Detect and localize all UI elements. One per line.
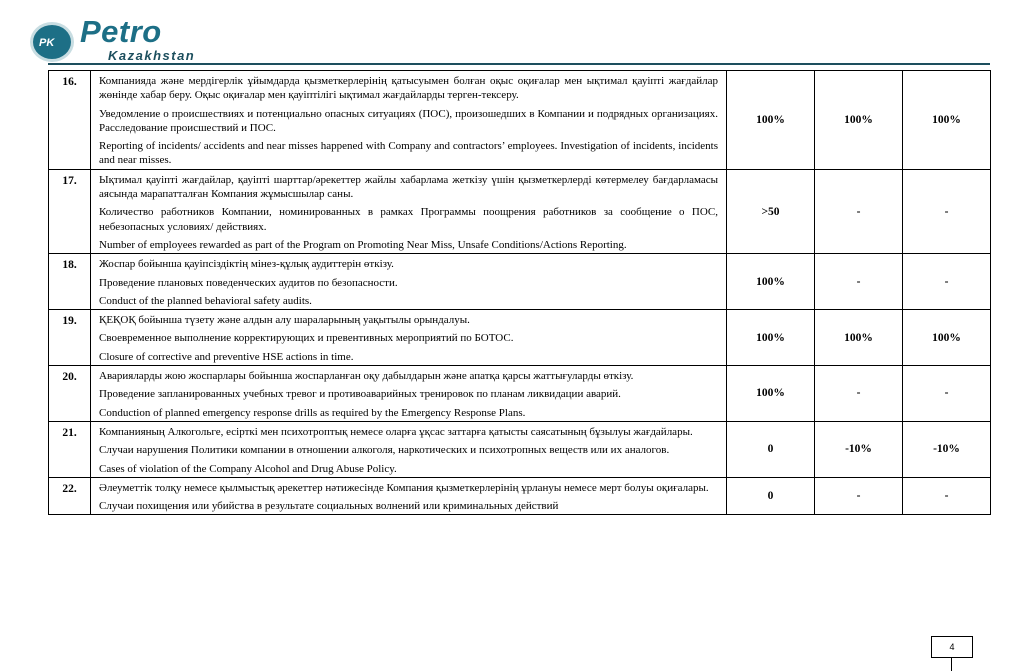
row-number: 16. <box>49 71 91 170</box>
logo-subname: Kazakhstan <box>108 48 196 63</box>
row-value-1: 100% <box>727 71 815 170</box>
row-value-3: - <box>903 366 991 422</box>
description-line: Cases of violation of the Company Alcohol and Drug Abuse Policy. <box>99 462 397 475</box>
row-description <box>91 310 727 366</box>
row-number: 19. <box>49 310 91 366</box>
description-line: Количество работников Компании, номинированных в рамках Программы поощрения работников за сообщение о ПОС, небезопасных условиях/ действиях. <box>99 206 718 233</box>
row-value-3: -10% <box>903 421 991 477</box>
row-value-1: 100% <box>727 366 815 422</box>
description-line: Случаи похищения или убийства в результате социальных волнений или криминальных действий <box>99 500 559 513</box>
description-line: Number of employees rewarded as part of the Program on Promoting Near Miss, Unsafe Conditions/Actions Reporting. <box>99 238 627 251</box>
kpi-table <box>48 70 991 515</box>
row-number: 17. <box>49 169 91 253</box>
logo-badge-text: PK <box>39 37 55 49</box>
table-row <box>49 366 991 422</box>
logo-name: Petro <box>80 14 162 49</box>
row-value-3: - <box>903 169 991 253</box>
company-logo <box>30 16 230 66</box>
row-value-1: >50 <box>727 169 815 253</box>
row-value-1: 100% <box>727 254 815 310</box>
table-row <box>49 310 991 366</box>
description-line: Уведомление о происшествиях и потенциально опасных ситуациях (ПОС), произошедших в Компании и подрядных организациях. Расследование происшествий и ПОС. <box>99 107 718 134</box>
description-line: Conduction of planned emergency response drills as required by the Emergency Response Plans. <box>99 406 526 419</box>
description-line: Своевременное выполнение корректирующих и превентивных мероприятий по БОТОС. <box>99 332 514 345</box>
description-line: Проведение запланированных учебных тревог и противоаварийных тренировок по планам ликвидации аварий. <box>99 388 621 401</box>
row-number: 21. <box>49 421 91 477</box>
row-value-3: 100% <box>903 71 991 170</box>
table-row <box>49 477 991 515</box>
description-line: Conduct of the planned behavioral safety audits. <box>99 294 312 307</box>
row-value-2: 100% <box>815 310 903 366</box>
row-value-2: 100% <box>815 71 903 170</box>
description-line: Reporting of incidents/ accidents and near misses happened with Company and contractors’ employees. Investigation of incidents, incidents and near misses. <box>99 140 718 167</box>
row-description <box>91 254 727 310</box>
description-line: Компанияда және мердігерлік ұйымдарда қызметкерлерінің қатысуымен болған оқыс оқиғалар мен ықтимал қауіпті жағдайлар жөнінде хабар беру. Оқыс оқиғалар мен қауіптілігі ықтимал жағдайларды терген-тексеру. <box>99 75 718 102</box>
page-number: 4 <box>931 636 973 658</box>
row-number: 22. <box>49 477 91 515</box>
row-value-3: 100% <box>903 310 991 366</box>
row-value-3: - <box>903 254 991 310</box>
table-row <box>49 71 991 170</box>
description-line: Проведение плановых поведенческих аудитов по безопасности. <box>99 276 398 289</box>
row-number: 18. <box>49 254 91 310</box>
description-line: Аварияларды жою жоспарлары бойынша жоспарланған оқу дабылдарын және апатқа қарсы жаттығуларды өткізу. <box>99 370 634 383</box>
row-value-3: - <box>903 477 991 515</box>
description-line: ҚЕҚОҚ бойынша түзету және алдын алу шараларының уақытылы орындалуы. <box>99 314 470 327</box>
description-line: Ықтимал қауіпті жағдайлар, қауіпті шарттар/әрекеттер жайлы хабарлама жеткізу үшін қызметкерлерді көтермелеу бағдарламасы аясында марапатталған Компания жұмысшылар саны. <box>99 173 718 201</box>
description-line: Случаи нарушения Политики компании в отношении алкоголя, наркотических и психотропных веществ или их аналогов. <box>99 444 670 457</box>
header-divider <box>48 63 990 65</box>
row-description <box>91 71 727 170</box>
row-value-2: - <box>815 169 903 253</box>
row-value-1: 0 <box>727 477 815 515</box>
row-description <box>91 421 727 477</box>
page-number-tick <box>951 657 952 671</box>
row-value-2: -10% <box>815 421 903 477</box>
row-value-1: 0 <box>727 421 815 477</box>
row-number: 20. <box>49 366 91 422</box>
table-row <box>49 169 991 253</box>
row-value-1: 100% <box>727 310 815 366</box>
description-line: Жоспар бойынша қауіпсіздіктің мінез-құлық аудиттерін өткізу. <box>99 258 394 271</box>
row-description <box>91 366 727 422</box>
row-value-2: - <box>815 366 903 422</box>
description-line: Әлеуметтік толқу немесе қылмыстық әрекеттер нәтижесінде Компания қызметкерлерінің ұрлануы немесе мерт болуы оқиғалары. <box>99 481 709 494</box>
table-row <box>49 421 991 477</box>
description-line: Компанияның Алкогольге, есірткі мен психотроптық немесе оларға ұқсас заттарға қатысты саясатының бұзылуы жағдайлары. <box>99 425 693 438</box>
row-description <box>91 169 727 253</box>
row-value-2: - <box>815 477 903 515</box>
table-row <box>49 254 991 310</box>
logo-badge <box>30 22 74 62</box>
row-description <box>91 477 727 515</box>
row-value-2: - <box>815 254 903 310</box>
description-line: Closure of corrective and preventive HSE actions in time. <box>99 350 354 363</box>
